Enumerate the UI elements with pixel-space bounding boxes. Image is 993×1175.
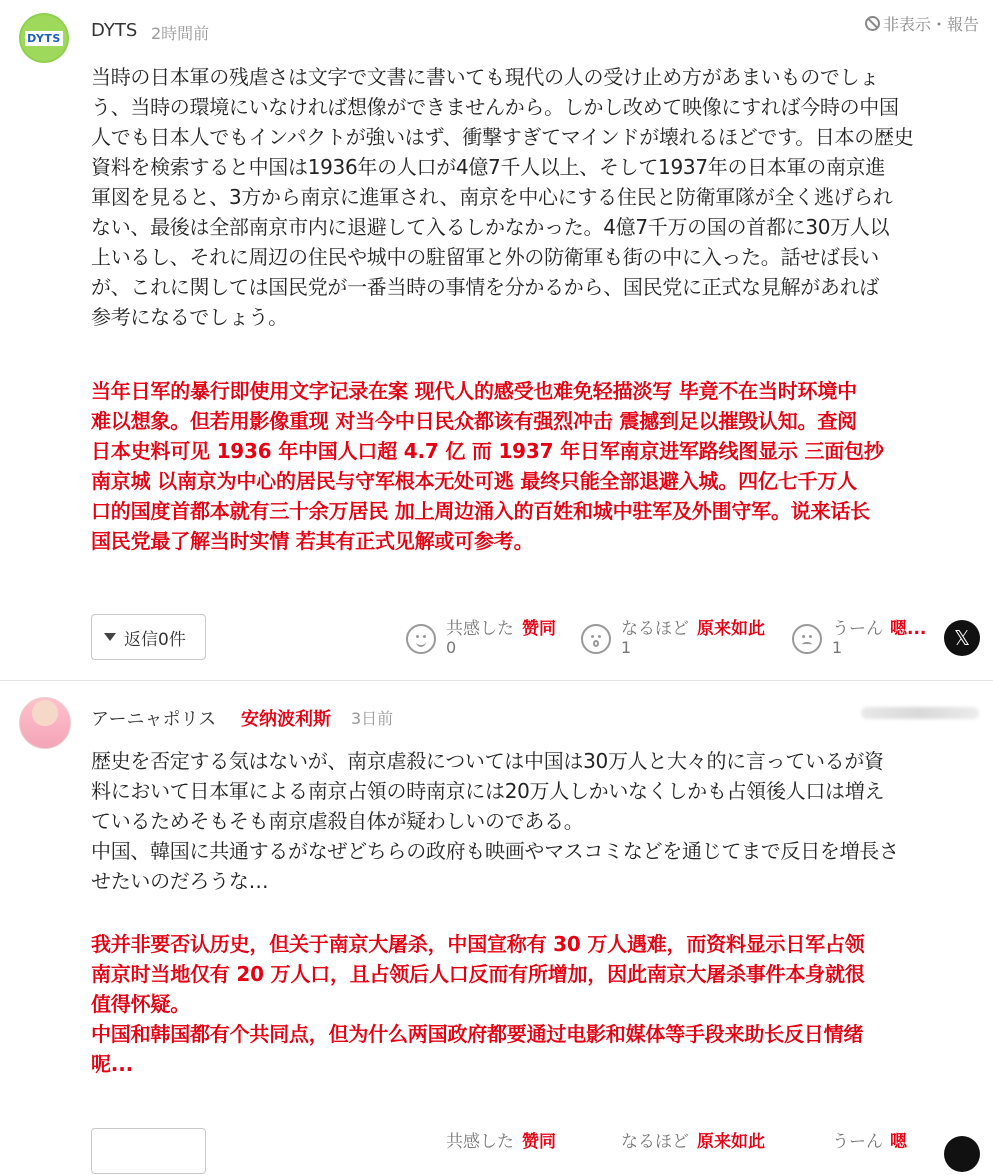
reaction-count: 1 [621, 638, 632, 657]
hide-report-link[interactable] [865, 12, 979, 35]
username-translation: 安纳波利斯 [241, 709, 331, 730]
reaction-label: うーん [832, 1132, 883, 1152]
comment-body-japanese: 歴史を否定する気はないが、南京虐殺については中国は30万人と大々的に言っているが資 料において日本軍による南京占領の時南京には20万人しかいなくしかも占領後人口は増え ているためそもそも南京虐殺自体が疑わしいのである。 中国、韓国に共通するがなぜどちらの政府も映画やマスコミなどを通じてまで反日を増長さ せたいのだろうな… [91, 749, 899, 893]
x-share-button[interactable] [944, 1136, 980, 1172]
reaction-insightful-button[interactable] [581, 1129, 776, 1175]
reaction-hmm-button[interactable] [792, 616, 932, 662]
avatar[interactable] [19, 697, 71, 749]
reaction-count: 1 [832, 638, 843, 657]
reaction-agree-button[interactable] [406, 616, 566, 662]
thinking-face-icon [792, 624, 822, 654]
reaction-agree-button[interactable] [406, 1129, 566, 1175]
reaction-label: なるほど [621, 619, 689, 639]
prohibit-icon [865, 16, 880, 31]
username[interactable]: DYTS [91, 20, 138, 41]
username[interactable]: アーニャポリス [91, 709, 217, 730]
reaction-hmm-button[interactable] [792, 1129, 932, 1175]
caret-down-icon [104, 633, 116, 641]
x-share-button[interactable] [944, 620, 980, 656]
reply-toggle-button[interactable] [91, 1128, 206, 1174]
reaction-label-translation: 赞同 [522, 619, 556, 639]
hide-report-label: 非表示・報告 [882, 15, 979, 34]
reaction-label: うーん [832, 619, 883, 639]
reaction-label-translation: 原来如此 [697, 1132, 765, 1152]
comment-translation-chinese: 我并非要否认历史，但关于南京大屠杀，中国宣称有 30 万人遇难，而资料显示日军占领 南京时当地仅有 20 万人口，且占领后人口反而有所增加，因此南京大屠杀事件本身就很 值得怀疑。 中国和韩国都有个共同点，但为什么两国政府都要通过电影和媒体等手段来助长反日情绪 呢... [91, 932, 865, 1076]
reaction-label: 共感した [446, 619, 514, 639]
reply-toggle-button[interactable] [91, 614, 206, 660]
reaction-count: 0 [446, 638, 457, 657]
reaction-label: 共感した [446, 1132, 514, 1152]
x-logo-icon: 𝕏 [953, 626, 971, 650]
comment-body-japanese: 当時の日本軍の残虐さは文字で文書に書いても現代の人の受け止め方があまいものでしょ う、当時の環境にいなければ想像ができませんから。しかし改めて映像にすれば今時の中国 人でも日本人でもインパクトが強いはず、衝撃すぎてマインドが壊れるほどです。日本の歴史 資料を検索すると中国は1936年の人口が4億7千人以上、そして1937年の日本軍の南京進 軍図を見ると、3方から南京に進軍され、南京を中心にする住民と防衛軍隊が全く逃げられ ない、最後は全部南京市内に退避して入るしかなかった。4億7千万の国の首都に30万人以 上いるし、それに周辺の住民や城中の駐留軍と外の防衛軍も街の中に入った。話せば長い が、これに関しては国民党が一番当時の事情を分かるから、国民党に正式な見解があれば 参考になるでしょう。 [91, 65, 914, 329]
comment-translation-chinese: 当年日军的暴行即使用文字记录在案 现代人的感受也难免轻描淡写 毕竟不在当时环境中 难以想象。但若用影像重现 对当今中日民众都该有强烈冲击 震撼到足以摧毁认知。查阅 日本史料可见 1936 年中国人口超 4.7 亿 而 1937 年日军南京进军路线图显示 三面包抄 南京城 以南京为中心的居民与守军根本无处可逃 最终只能全部退避入城。四亿七千万人 口的国度首都本就有三十余万居民 加上周边涌入的百姓和城中驻军及外围守军。说来话长 国民党最了解当时实情 若其有正式见解或可参考。 [91, 379, 884, 553]
blurred-hide-report [861, 707, 979, 719]
reaction-label-translation: 嗯 [890, 1132, 907, 1152]
comment-divider [0, 680, 993, 681]
avatar-logo-text: DYTS [27, 31, 61, 45]
reaction-label: なるほど [621, 1132, 689, 1152]
reaction-insightful-button[interactable] [581, 616, 776, 662]
reply-count-label: 返信0件 [124, 629, 186, 650]
surprised-face-icon [581, 624, 611, 654]
smile-face-icon [406, 624, 436, 654]
timestamp: 3日前 [351, 709, 394, 728]
reaction-label-translation: 赞同 [522, 1132, 556, 1152]
reaction-label-translation: 原来如此 [697, 619, 765, 639]
avatar[interactable] [19, 13, 69, 63]
timestamp: 2時間前 [151, 24, 210, 43]
reaction-label-translation: 嗯... [890, 619, 927, 639]
